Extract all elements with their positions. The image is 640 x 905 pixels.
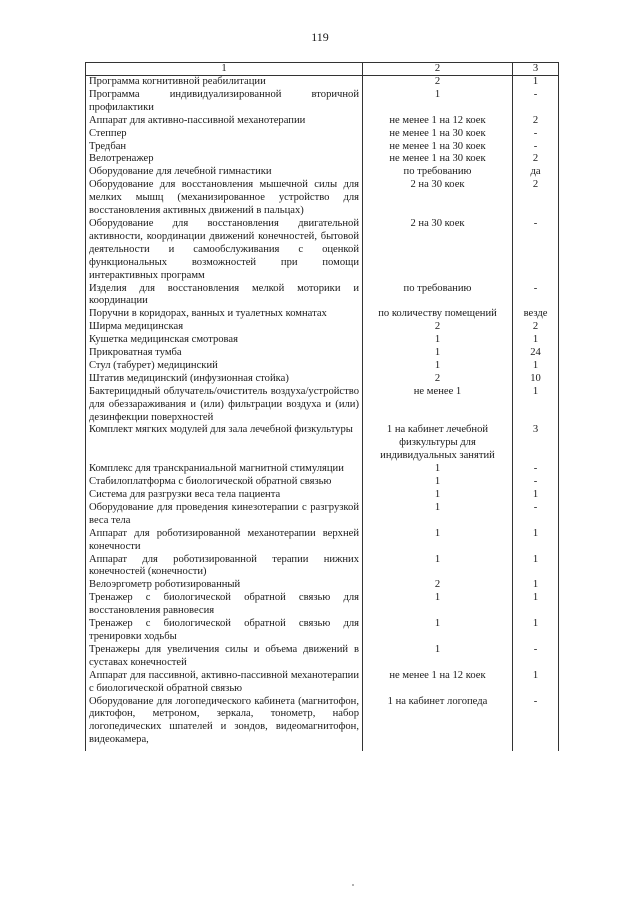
- requirement-cell: 2: [363, 579, 513, 592]
- equipment-name-cell: Велотренажер: [86, 153, 363, 166]
- requirement-cell: 2 на 30 коек: [363, 179, 513, 218]
- table-row: [86, 321, 559, 334]
- table-header-row: [86, 63, 559, 76]
- requirement-cell: по требованию: [363, 283, 513, 309]
- equipment-name-cell: Велоэргометр роботизированный: [86, 579, 363, 592]
- requirement-cell: 1: [363, 463, 513, 476]
- equipment-name-cell: Поручни в коридорах, ванных и туалетных комнатах: [86, 308, 363, 321]
- equipment-name-cell: Изделия для восстановления мелкой моторики и координации: [86, 283, 363, 309]
- requirement-cell: 2 на 30 коек: [363, 218, 513, 283]
- equipment-name-cell: Кушетка медицинская смотровая: [86, 334, 363, 347]
- requirement-cell: 1: [363, 347, 513, 360]
- requirement-cell: не менее 1 на 30 коек: [363, 128, 513, 141]
- requirement-cell: 1: [363, 554, 513, 580]
- equipment-name-cell: Тренажер с биологической обратной связью для тренировки ходьбы: [86, 618, 363, 644]
- requirement-cell: не менее 1 на 12 коек: [363, 670, 513, 696]
- column-header-3: 3: [513, 63, 559, 76]
- equipment-name-cell: Программа индивидуализированной вторичной профилактики: [86, 89, 363, 115]
- quantity-cell: 1: [513, 554, 559, 580]
- equipment-name-cell: Прикроватная тумба: [86, 347, 363, 360]
- table-row: [86, 179, 559, 218]
- equipment-name-cell: Бактерицидный облучатель/очиститель воздуха/устройство для обеззараживания и (или) фильтрации воздуха и (или) дезинфекции поверхностей: [86, 386, 363, 425]
- quantity-cell: везде: [513, 308, 559, 321]
- requirement-cell: 1: [363, 334, 513, 347]
- table-row: [86, 476, 559, 489]
- requirement-cell: 1: [363, 89, 513, 115]
- requirement-cell: по количеству помещений: [363, 308, 513, 321]
- quantity-cell: 1: [513, 489, 559, 502]
- equipment-name-cell: Стабилоплатформа с биологической обратной связью: [86, 476, 363, 489]
- requirement-cell: не менее 1 на 30 коек: [363, 141, 513, 154]
- equipment-name-cell: Оборудование для логопедического кабинета (магнитофон, диктофон, метроном, зеркала, тонометр, набор логопедических шпателей и зондов, видеомагнитофон, видеокамера,: [86, 696, 363, 752]
- requirement-cell: 2: [363, 321, 513, 334]
- table-row: [86, 283, 559, 309]
- quantity-cell: 1: [513, 334, 559, 347]
- scan-speck: [352, 884, 354, 886]
- quantity-cell: 2: [513, 153, 559, 166]
- requirement-cell: 1: [363, 476, 513, 489]
- equipment-name-cell: Тренажер с биологической обратной связью для восстановления равновесия: [86, 592, 363, 618]
- quantity-cell: 3: [513, 424, 559, 463]
- quantity-cell: -: [513, 696, 559, 752]
- equipment-name-cell: Система для разгрузки веса тела пациента: [86, 489, 363, 502]
- table-row: [86, 115, 559, 128]
- quantity-cell: да: [513, 166, 559, 179]
- table-row: [86, 218, 559, 283]
- table-row: [86, 670, 559, 696]
- quantity-cell: 1: [513, 592, 559, 618]
- requirement-cell: 2: [363, 76, 513, 89]
- requirement-cell: 1 на кабинет лечебной физкультуры для индивидуальных занятий: [363, 424, 513, 463]
- quantity-cell: 1: [513, 618, 559, 644]
- column-header-1: 1: [86, 63, 363, 76]
- table-row: [86, 644, 559, 670]
- requirement-cell: 1: [363, 644, 513, 670]
- page-number: 119: [311, 30, 329, 44]
- table-row: [86, 386, 559, 425]
- equipment-name-cell: Программа когнитивной реабилитации: [86, 76, 363, 89]
- quantity-cell: 2: [513, 115, 559, 128]
- table-row: [86, 373, 559, 386]
- table-row: [86, 579, 559, 592]
- requirement-cell: 1: [363, 502, 513, 528]
- equipment-name-cell: Тренажеры для увеличения силы и объема движений в суставах конечностей: [86, 644, 363, 670]
- equipment-name-cell: Оборудование для лечебной гимнастики: [86, 166, 363, 179]
- quantity-cell: 24: [513, 347, 559, 360]
- table-row: [86, 153, 559, 166]
- equipment-name-cell: Комплект мягких модулей для зала лечебной физкультуры: [86, 424, 363, 463]
- equipment-name-cell: Тредбан: [86, 141, 363, 154]
- quantity-cell: -: [513, 218, 559, 283]
- table-row: [86, 141, 559, 154]
- equipment-name-cell: Стул (табурет) медицинский: [86, 360, 363, 373]
- requirement-cell: не менее 1 на 12 коек: [363, 115, 513, 128]
- quantity-cell: -: [513, 502, 559, 528]
- table-row: [86, 89, 559, 115]
- table-row: [86, 360, 559, 373]
- quantity-cell: -: [513, 476, 559, 489]
- equipment-name-cell: Комплекс для транскраниальной магнитной стимуляции: [86, 463, 363, 476]
- quantity-cell: 1: [513, 360, 559, 373]
- requirement-cell: 2: [363, 373, 513, 386]
- quantity-cell: -: [513, 644, 559, 670]
- quantity-cell: 1: [513, 670, 559, 696]
- table-row: [86, 166, 559, 179]
- requirement-cell: не менее 1: [363, 386, 513, 425]
- requirement-cell: 1: [363, 360, 513, 373]
- equipment-name-cell: Аппарат для роботизированной механотерапии верхней конечности: [86, 528, 363, 554]
- quantity-cell: 2: [513, 321, 559, 334]
- quantity-cell: -: [513, 128, 559, 141]
- quantity-cell: 1: [513, 528, 559, 554]
- quantity-cell: 1: [513, 386, 559, 425]
- column-header-2: 2: [363, 63, 513, 76]
- table-row: [86, 696, 559, 752]
- equipment-name-cell: Аппарат для активно-пассивной механотерапии: [86, 115, 363, 128]
- equipment-name-cell: Степпер: [86, 128, 363, 141]
- requirement-cell: по требованию: [363, 166, 513, 179]
- table-row: [86, 463, 559, 476]
- table-row: [86, 592, 559, 618]
- equipment-name-cell: Оборудование для восстановления двигательной активности, координации движений конечностей, бытовой деятельности и самообслуживания с оценкой функциональных возможностей при помощи интерактивных программ: [86, 218, 363, 283]
- table-row: [86, 554, 559, 580]
- quantity-cell: -: [513, 283, 559, 309]
- requirement-cell: 1: [363, 489, 513, 502]
- requirement-cell: не менее 1 на 30 коек: [363, 153, 513, 166]
- table-row: [86, 347, 559, 360]
- equipment-table: [85, 62, 559, 751]
- table-row: [86, 424, 559, 463]
- quantity-cell: 1: [513, 76, 559, 89]
- table-row: [86, 128, 559, 141]
- equipment-name-cell: Аппарат для роботизированной терапии нижних конечностей (конечности): [86, 554, 363, 580]
- equipment-name-cell: Штатив медицинский (инфузионная стойка): [86, 373, 363, 386]
- equipment-name-cell: Оборудование для проведения кинезотерапии с разгрузкой веса тела: [86, 502, 363, 528]
- requirement-cell: 1: [363, 528, 513, 554]
- quantity-cell: 10: [513, 373, 559, 386]
- requirement-cell: 1: [363, 592, 513, 618]
- table-row: [86, 618, 559, 644]
- requirement-cell: 1: [363, 618, 513, 644]
- equipment-name-cell: Оборудование для восстановления мышечной силы для мелких мышц (механизированное устройство для восстановления активных движений в пальцах): [86, 179, 363, 218]
- quantity-cell: -: [513, 89, 559, 115]
- table-row: [86, 334, 559, 347]
- table-row: [86, 502, 559, 528]
- table-row: [86, 489, 559, 502]
- table-row: [86, 308, 559, 321]
- quantity-cell: -: [513, 463, 559, 476]
- quantity-cell: 2: [513, 179, 559, 218]
- equipment-name-cell: Ширма медицинская: [86, 321, 363, 334]
- equipment-name-cell: Аппарат для пассивной, активно-пассивной механотерапии с биологической обратной связью: [86, 670, 363, 696]
- table-row: [86, 528, 559, 554]
- quantity-cell: -: [513, 141, 559, 154]
- table-row: [86, 76, 559, 89]
- requirement-cell: 1 на кабинет логопеда: [363, 696, 513, 752]
- quantity-cell: 1: [513, 579, 559, 592]
